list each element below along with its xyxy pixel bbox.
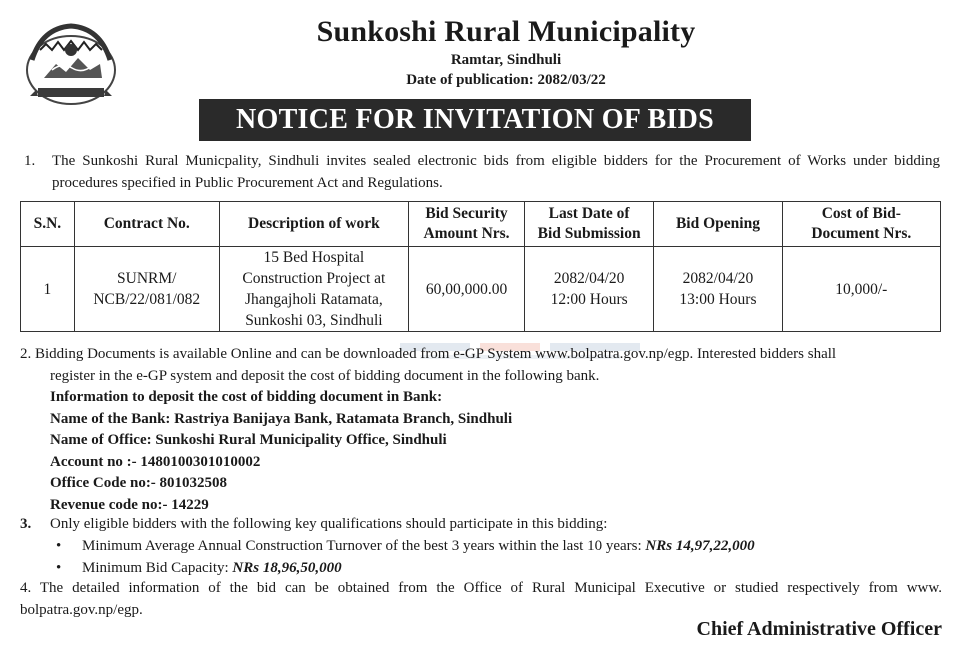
table-header-row [21, 202, 941, 247]
header-cost-line1: Cost of Bid- [821, 205, 901, 222]
cell-contract-line1: SUNRM/ [117, 270, 177, 287]
organization-name: Sunkoshi Rural Municipality [316, 15, 696, 48]
list-item [20, 557, 942, 579]
cell-description-line3: Jhangajholi Ratamata, [245, 291, 383, 308]
paragraph-1-number: 1. [24, 153, 36, 169]
header-sn: S.N. [21, 202, 75, 247]
cell-sn: 1 [21, 247, 75, 332]
header-last-date [524, 202, 653, 247]
cell-contract [74, 247, 219, 332]
header-last-date-line2: Bid Submission [537, 225, 641, 242]
bullet-icon: • [56, 560, 62, 576]
bid-table [20, 201, 941, 332]
cell-bid-opening-line1: 2082/04/20 [682, 270, 754, 287]
cell-bid-opening-line2: 13:00 Hours [679, 291, 757, 308]
cell-description-line4: Sunkoshi 03, Sindhuli [245, 312, 383, 329]
qualification-label: Minimum Bid Capacity: [82, 560, 229, 576]
header-description: Description of work [219, 202, 408, 247]
header-bid-opening: Bid Opening [654, 202, 782, 247]
paragraph-2 [20, 343, 942, 517]
cell-last-date-line1: 2082/04/20 [553, 270, 625, 287]
account-number: Account no :- 1480100301010002 [50, 453, 261, 470]
header-bid-security-line1: Bid Security [425, 205, 508, 222]
list-item [20, 535, 942, 557]
bank-name: Name of the Bank: Rastriya Banijaya Bank, Ratamata Branch, Sindhuli [50, 410, 513, 427]
office-name: Name of Office: Sunkoshi Rural Municipality Office, Sindhuli [50, 432, 447, 449]
cell-bid-security: 60,00,000.00 [409, 247, 525, 332]
bank-info [20, 387, 942, 517]
revenue-code: Revenue code no:- 14229 [50, 496, 209, 513]
paragraph-2-line2: register in the e-GP system and deposit the cost of bidding document in the following bank. [50, 368, 600, 384]
paragraph-2-line1: 2. Bidding Documents is available Online and can be downloaded from e-GP System www.bolpatra.gov.np/egp. Interested bidders shall [20, 346, 837, 362]
cell-bid-opening [654, 247, 782, 332]
bank-info-heading: Information to deposit the cost of bidding document in Bank: [50, 389, 443, 405]
header-cost [782, 202, 940, 247]
cell-description-line2: Construction Project at [242, 270, 386, 287]
paragraph-1 [20, 150, 940, 194]
cell-description [219, 247, 408, 332]
cell-contract-line2: NCB/22/081/082 [93, 291, 201, 308]
header-bid-security [409, 202, 525, 247]
notice-header [0, 14, 962, 90]
qualification-value: NRs 18,96,50,000 [232, 560, 342, 576]
cell-description-line1: 15 Bed Hospital [263, 249, 365, 266]
qualification-value: NRs 14,97,22,000 [645, 538, 755, 554]
table-row [21, 247, 941, 332]
header-last-date-line1: Last Date of [548, 205, 630, 222]
header-bid-security-line2: Amount Nrs. [423, 225, 510, 242]
cell-cost: 10,000/- [782, 247, 940, 332]
cell-last-date [524, 247, 653, 332]
notice-title-banner: NOTICE FOR INVITATION OF BIDS [199, 99, 751, 141]
paragraph-4 [20, 577, 942, 621]
cell-last-date-line2: 12:00 Hours [550, 291, 628, 308]
signature-title: Chief Administrative Officer [696, 618, 942, 640]
paragraph-3-number: 3. [20, 516, 32, 532]
header-contract: Contract No. [74, 202, 219, 247]
header-cost-line2: Document Nrs. [811, 225, 912, 242]
office-code: Office Code no:- 801032508 [50, 475, 228, 492]
paragraph-3-text: Only eligible bidders with the following key qualifications should participate in this bidding: [50, 516, 608, 532]
qualification-label: Minimum Average Annual Construction Turnover of the best 3 years within the last 10 years: [82, 538, 642, 554]
organization-location: Ramtar, Sindhuli [450, 52, 562, 68]
paragraph-1-text: The Sunkoshi Rural Municpality, Sindhuli invites sealed electronic bids from eligible bidders for the Procurement of Works under bidding procedures specified in Public Procurement Act and Regulations. [52, 153, 940, 191]
paragraph-3 [20, 513, 942, 579]
paragraph-4-text: 4. The detailed information of the bid can be obtained from the Office of Rural Municipal Executive or studied respectively from www. bolpatra.gov.np/egp. [20, 580, 942, 618]
bullet-icon: • [56, 538, 62, 554]
publication-date: Date of publication: 2082/03/22 [406, 72, 606, 88]
